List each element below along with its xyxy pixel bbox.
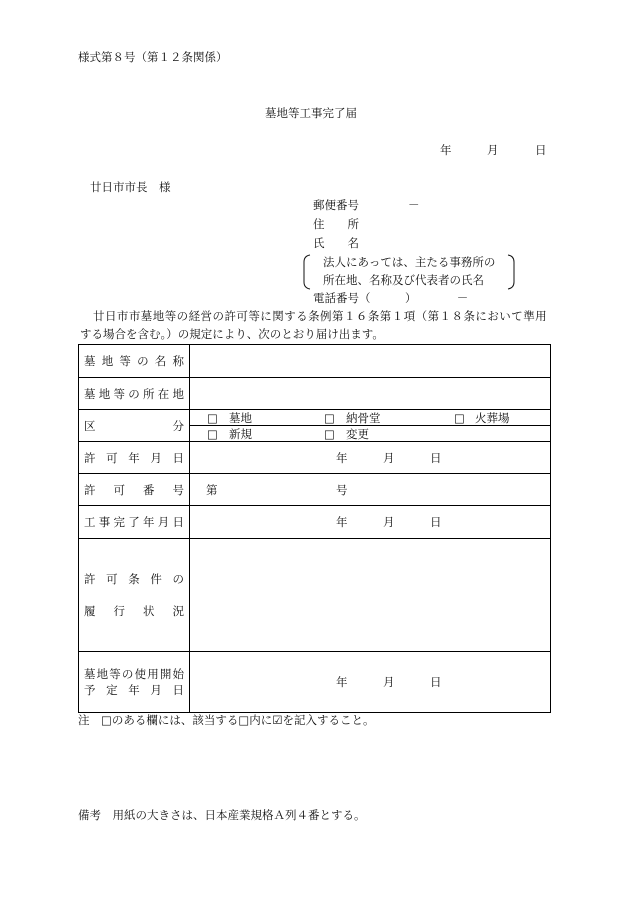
- option-change-label: 変更: [346, 426, 369, 441]
- date-month-unit: 月: [487, 143, 499, 157]
- checkbox-ossuary[interactable]: □: [324, 410, 335, 425]
- corporate-note-line-2: 所在地、名称及び代表者の氏名: [323, 273, 484, 287]
- scheduled-start-field[interactable]: [190, 652, 550, 712]
- day-unit: 日: [430, 675, 442, 689]
- facility-location-label-cell: [79, 378, 190, 409]
- facility-type-options: [190, 410, 550, 426]
- category-label-cell: [79, 410, 190, 441]
- month-unit: 月: [383, 515, 395, 529]
- checkbox-new[interactable]: □: [207, 426, 218, 441]
- document-title: 墓地等工事完了届: [265, 106, 357, 120]
- scheduled-start-label-line-2: 予 定 年 月 日: [84, 683, 184, 697]
- scheduled-start-label-cell: [79, 652, 190, 712]
- permit-number-prefix: 第: [206, 482, 218, 497]
- row-permit-date: [79, 442, 550, 474]
- postal-code-separator: －: [408, 198, 420, 212]
- permit-conditions-label-line-1: 許 可 条 件 の: [84, 572, 184, 586]
- address-label: 住 所: [313, 217, 359, 231]
- facility-name-label-cell: [79, 345, 190, 377]
- corporate-note-line-1: 法人にあっては、主たる事務所の: [323, 255, 496, 269]
- completion-date-label-cell: [79, 506, 190, 538]
- facility-name-field[interactable]: [190, 345, 550, 377]
- option-cemetery-label: 墓地: [229, 410, 252, 425]
- completion-date-label: 工 事 完 了 年 月 日: [84, 515, 184, 529]
- permit-number-field[interactable]: [190, 474, 550, 505]
- date-day-unit: 日: [535, 143, 547, 157]
- row-category: [79, 410, 550, 442]
- name-label: 氏 名: [313, 236, 359, 250]
- checkbox-note: 注 □のある欄には、該当する□内に☑を記入すること。: [78, 713, 375, 727]
- checkbox-crematorium[interactable]: □: [454, 410, 465, 425]
- row-facility-location: [79, 378, 550, 410]
- month-unit: 月: [383, 675, 395, 689]
- option-ossuary-label: 納骨堂: [346, 410, 381, 425]
- checkbox-cemetery[interactable]: □: [207, 410, 218, 425]
- permit-number-label-cell: [79, 474, 190, 505]
- permit-conditions-field[interactable]: [190, 539, 550, 651]
- date-year-unit: 年: [440, 143, 452, 157]
- phone-label: 電話番号（ ） －: [313, 291, 469, 305]
- year-unit: 年: [336, 450, 348, 465]
- permit-conditions-label-line-2: 履 行 状 況: [84, 604, 184, 618]
- facility-location-label: 墓 地 等 の 所 在 地: [84, 386, 184, 401]
- facility-location-field[interactable]: [190, 378, 550, 409]
- row-permit-conditions: [79, 539, 550, 652]
- paper-size-remarks: 備考 用紙の大きさは、日本産業規格Ａ列４番とする。: [78, 808, 366, 822]
- permit-date-field[interactable]: [190, 442, 550, 473]
- row-permit-number: [79, 474, 550, 506]
- day-unit: 日: [430, 515, 442, 529]
- row-facility-name: [79, 345, 550, 378]
- change-type-options: [190, 426, 550, 441]
- permit-number-suffix: 号: [336, 482, 348, 497]
- option-new-label: 新規: [229, 426, 252, 441]
- checkbox-change[interactable]: □: [324, 426, 335, 441]
- statement-line-1: 廿日市市墓地等の経営の許可等に関する条例第１６条第１項（第１８条において準用: [93, 309, 548, 323]
- statement-line-2: する場合を含む。）の規定により、次のとおり届け出ます。: [80, 327, 384, 341]
- postal-code-label: 郵便番号: [313, 198, 359, 212]
- permit-date-label-cell: [79, 442, 190, 473]
- permit-date-label: 許 可 年 月 日: [84, 450, 184, 465]
- year-unit: 年: [336, 515, 348, 529]
- year-unit: 年: [336, 675, 348, 689]
- form-table: [78, 344, 551, 713]
- permit-number-label: 許 可 番 号: [84, 482, 184, 497]
- month-unit: 月: [383, 450, 395, 465]
- option-crematorium-label: 火葬場: [475, 410, 510, 425]
- addressee: 廿日市市長 様: [90, 180, 171, 194]
- facility-name-label: 墓 地 等 の 名 称: [84, 354, 184, 368]
- row-scheduled-start: [79, 652, 550, 712]
- form-number: 様式第８号（第１２条関係）: [78, 50, 228, 64]
- row-completion-date: [79, 506, 550, 539]
- day-unit: 日: [430, 450, 442, 465]
- category-label: 区 分: [84, 418, 184, 433]
- scheduled-start-label-line-1: 墓 地 等 の 使 用 開 始: [84, 667, 184, 681]
- category-field: [190, 410, 550, 441]
- completion-date-field[interactable]: [190, 506, 550, 538]
- permit-conditions-label-cell: [79, 539, 190, 651]
